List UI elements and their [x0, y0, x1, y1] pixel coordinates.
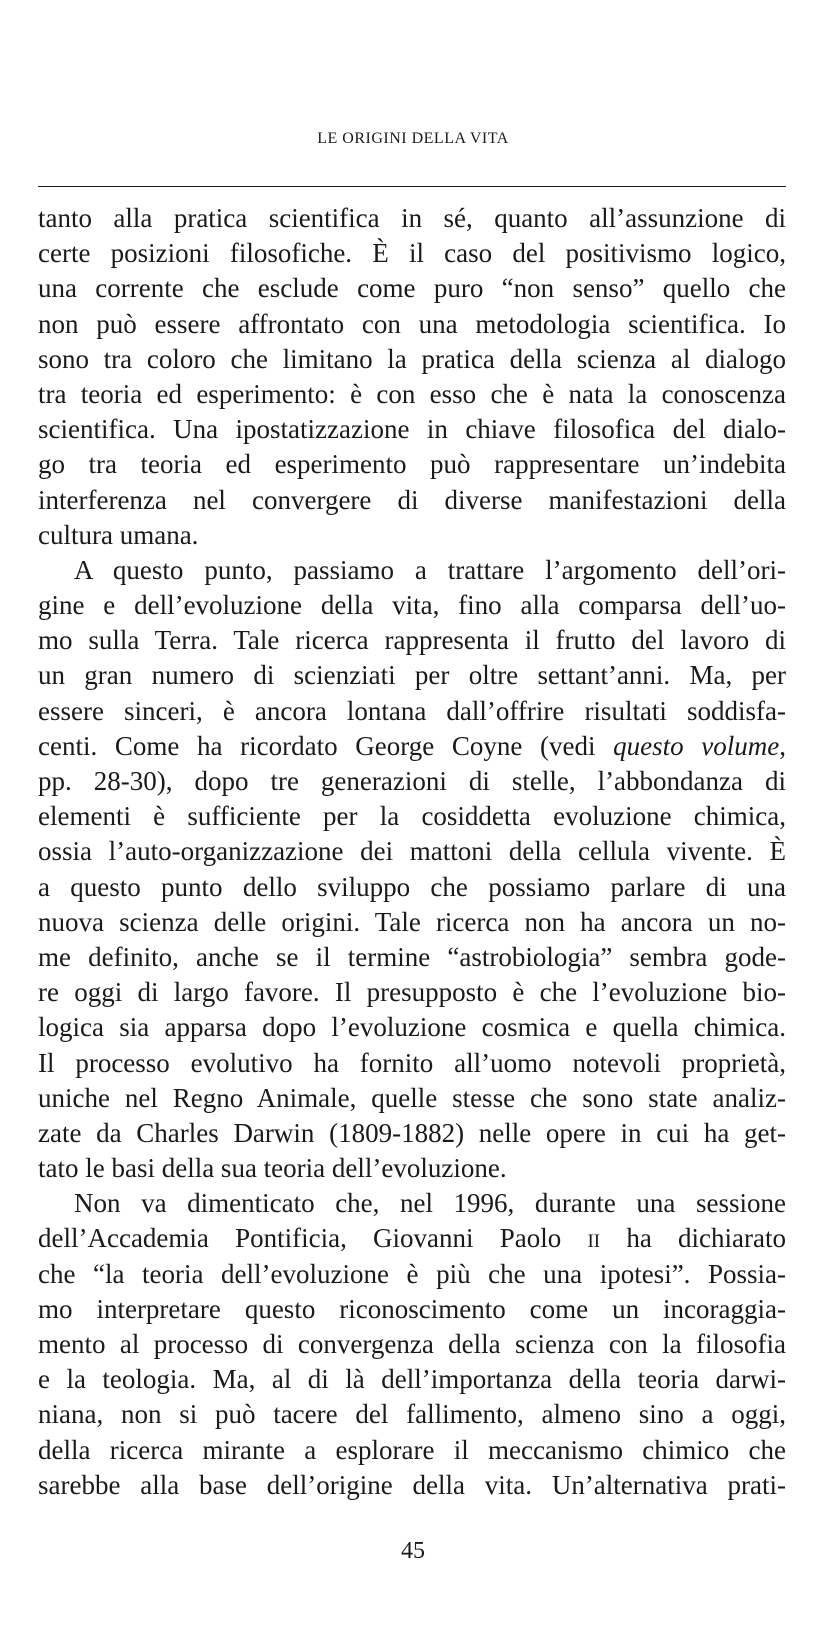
text-line-content: sono tra coloro che limitano la pratica della scienza al dialogo — [38, 343, 786, 374]
text-line-content: pp. 28-30), dopo tre generazioni di stelle, l’abbondanza di — [38, 766, 786, 796]
text-line — [38, 553, 786, 588]
header-rule — [38, 186, 786, 187]
text-line — [38, 1433, 786, 1468]
text-line — [38, 1397, 786, 1432]
text-line-content: ossia l’auto-organizzazione dei mattoni della cellula vivente. È — [38, 836, 786, 867]
text-line — [38, 1116, 786, 1151]
text-line-content: interferenza nel convergere di diverse manifestazioni della — [38, 484, 786, 515]
text-line-content: un gran numero di scienziati per oltre settant’anni. Ma, per — [38, 660, 786, 691]
text-line-content: mo sulla Terra. Tale ricerca rappresenta il frutto del lavoro di — [38, 625, 786, 656]
text-line-content: re oggi di largo favore. Il presupposto è che l’evoluzione bio- — [38, 977, 786, 1008]
text-line — [38, 412, 786, 447]
text-line-content: me definito, anche se il termine “astrobiologia” sembra gode- — [38, 941, 786, 972]
text-line-content: una corrente che esclude come puro “non senso” quello che — [38, 273, 786, 304]
text-line — [38, 307, 786, 342]
text-line-content: logica sia apparsa dopo l’evoluzione cosmica e quella chimica. — [38, 1012, 786, 1043]
text-line — [38, 1292, 786, 1327]
text-line — [38, 1327, 786, 1362]
text-line — [38, 623, 786, 658]
small-caps-text: ii — [587, 1223, 601, 1254]
text-line-content: dell’Accademia Pontificia, Giovanni Paolo — [38, 1223, 588, 1254]
text-line — [38, 799, 786, 834]
text-line-content: Non va dimenticato che, nel 1996, durante una sessione — [74, 1188, 786, 1219]
text-line-tail: , — [779, 730, 786, 761]
text-line-content: tato le basi della sua teoria dell’evoluzione. — [38, 1153, 507, 1184]
text-line-content: nuova scienza delle origini. Tale ricerca non ha ancora un no- — [38, 906, 786, 937]
text-line-content: mo interpretare questo riconoscimento come un incoraggia- — [38, 1293, 786, 1324]
text-line-tail: ha dichiarato — [600, 1223, 786, 1254]
text-line — [38, 1010, 786, 1045]
text-line-content: a questo punto dello sviluppo che possiamo parlare di una — [38, 871, 786, 902]
text-line — [38, 1468, 786, 1503]
body-text — [38, 201, 786, 1503]
text-line — [38, 447, 786, 482]
text-line — [38, 729, 786, 764]
text-line — [38, 1257, 786, 1292]
text-line-content: non può essere affrontato con una metodologia scientifica. Io — [38, 308, 786, 339]
text-line — [38, 1046, 786, 1081]
text-line-content: go tra teoria ed esperimento può rappresentare un’indebita — [38, 449, 786, 480]
text-line — [38, 201, 786, 236]
text-line-content: A questo punto, passiamo a trattare l’argomento dell’ori- — [74, 554, 786, 585]
text-line-content: scientifica. Una ipostatizzazione in chiave filosofica del dialo- — [38, 414, 786, 445]
text-line-content: che “la teoria dell’evoluzione è più che una ipotesi”. Possia- — [38, 1258, 786, 1289]
text-line-content: uniche nel Regno Animale, quelle stesse che sono state analiz- — [38, 1082, 786, 1113]
text-line — [38, 483, 786, 518]
italic-text: questo volume — [613, 730, 780, 761]
text-line — [38, 271, 786, 306]
text-line — [38, 236, 786, 271]
text-line-content: tra teoria ed esperimento: è con esso che è nata la conoscenza — [38, 378, 786, 409]
text-line-content: tanto alla pratica scientifica in sé, quanto all’assunzione di — [38, 203, 786, 233]
text-line-content: zate da Charles Darwin (1809-1882) nelle opere in cui ha get- — [38, 1117, 786, 1148]
text-line — [38, 342, 786, 377]
text-line — [38, 518, 786, 553]
text-line-content: cultura umana. — [38, 519, 199, 550]
text-line — [38, 1221, 786, 1256]
text-line-content: sarebbe alla base dell’origine della vita. Un’alternativa prati- — [38, 1469, 786, 1500]
text-line — [38, 975, 786, 1010]
text-line — [38, 940, 786, 975]
text-line — [38, 834, 786, 869]
page-number: 45 — [401, 1538, 425, 1564]
text-line — [38, 870, 786, 905]
text-line-content: essere sinceri, è ancora lontana dall’offrire risultati soddisfa- — [38, 695, 786, 726]
text-line-content: mento al processo di convergenza della scienza con la filosofia — [38, 1329, 786, 1359]
text-line — [38, 588, 786, 623]
text-line — [38, 905, 786, 940]
text-line-content: e la teologia. Ma, al di là dell’importanza della teoria darwi- — [38, 1364, 786, 1395]
text-line — [38, 1081, 786, 1116]
text-line-content: certe posizioni filosofiche. È il caso del positivismo logico, — [38, 238, 786, 269]
text-line — [38, 694, 786, 729]
text-line-content: niana, non si può tacere del fallimento, almeno sino a oggi, — [38, 1399, 786, 1430]
text-line — [38, 1362, 786, 1397]
text-line-content: elementi è sufficiente per la cosiddetta evoluzione chimica, — [38, 801, 786, 832]
running-head: LE ORIGINI DELLA VITA — [317, 130, 509, 147]
text-line — [38, 1151, 786, 1186]
text-line — [38, 1186, 786, 1221]
text-line-content: gine e dell’evoluzione della vita, fino alla comparsa dell’uo- — [38, 590, 786, 621]
text-line — [38, 658, 786, 693]
text-line — [38, 764, 786, 799]
text-line-content: centi. Come ha ricordato George Coyne (vedi — [38, 730, 614, 761]
text-line-content: della ricerca mirante a esplorare il meccanismo chimico che — [38, 1434, 786, 1465]
text-line-content: Il processo evolutivo ha fornito all’uomo notevoli proprietà, — [38, 1047, 786, 1078]
text-line — [38, 377, 786, 412]
